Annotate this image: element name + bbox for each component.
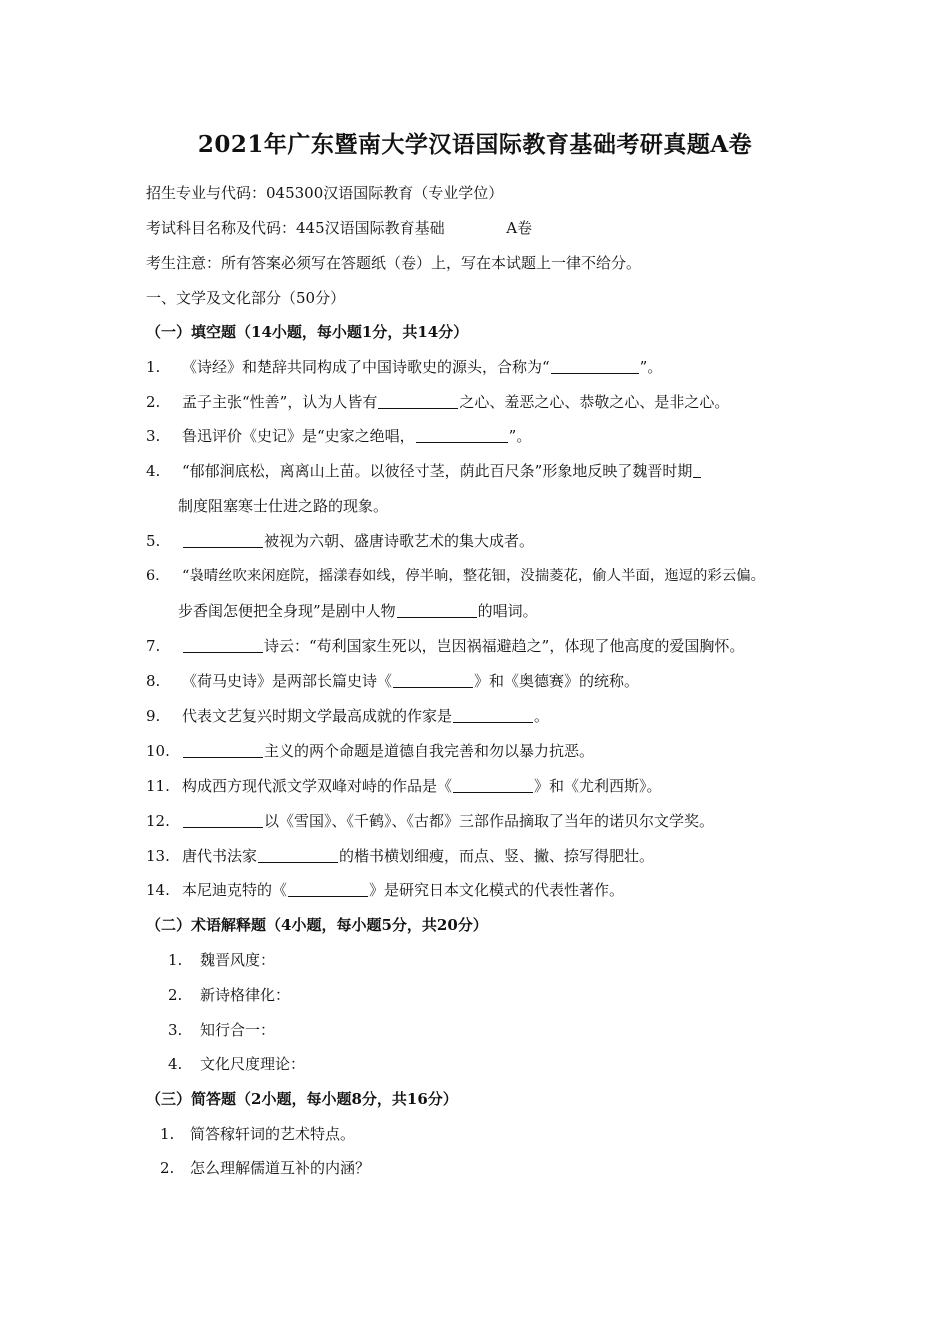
question-4 [146,461,702,481]
subject-text: 考试科目名称及代码：445汉语国际教育基础 [146,219,445,237]
question-number: 1. [146,358,161,376]
question-5 [146,531,534,551]
question-text: 以《雪国》、《千鹤》、《古都》三部作品摘取了当年的诺贝尔文学奖。 [264,812,715,830]
question-number: 6. [146,568,160,584]
question-12 [146,811,714,831]
question-number: 13. [146,847,170,865]
question-9 [146,706,549,726]
question-number: 11. [146,777,170,795]
question-text: 》和《尤利西斯》。 [534,777,662,795]
question-2 [146,392,729,412]
question-text: 主义的两个命题是道德自我完善和勿以暴力抗恶。 [264,742,595,760]
question-text: 的唱词。 [477,602,538,620]
question-7 [146,636,744,656]
part1-heading: 一、文学及文化部分（50分） [146,289,346,307]
item-text: 魏晋风度： [200,951,276,969]
answer-blank[interactable] [183,638,263,653]
term-item [168,1054,305,1074]
sec3-heading: （三）简答题（2小题，每小题8分，共16分） [146,1090,458,1108]
answer-blank[interactable] [183,533,263,548]
question-text: “袅晴丝吹来闲庭院，摇漾春如线，停半晌，整花钿，没揣菱花，偷人半面，迤逗的彩云偏。 [182,568,765,584]
answer-blank[interactable] [693,463,701,478]
answer-blank[interactable] [258,848,338,863]
question-text: 步香闺怎便把全身现”是剧中人物 [178,602,396,620]
question-number: 7. [146,637,161,655]
question-3 [146,426,531,446]
question-number: 4. [146,462,161,480]
item-number: 1. [168,951,183,969]
question-text: 构成西方现代派文学双峰对峙的作品是《 [182,777,453,795]
item-number: 2. [160,1159,175,1177]
term-item [168,1020,275,1040]
question-text: 唐代书法家 [182,847,258,865]
question-text: 本尼迪克特的《 [182,881,288,899]
question-text: 的楷书横划细瘦，而点、竖、撇、捺写得肥壮。 [339,847,655,865]
question-text: 诗云：“苟利国家生死以，岂因祸福避趋之”，体现了他高度的爱国胸怀。 [264,637,745,655]
item-number: 1. [160,1125,175,1143]
question-text: 代表文艺复兴时期文学最高成就的作家是 [182,707,453,725]
question-text: 《荷马史诗》是两部长篇史诗《 [182,672,393,690]
paper-label: A卷 [506,219,533,237]
question-text: 被视为六朝、盛唐诗歌艺术的集大成者。 [264,532,535,550]
term-item [168,950,275,970]
question-1 [146,357,662,377]
answer-blank[interactable] [393,673,473,688]
sec1-heading: （一）填空题（14小题，每小题1分，共14分） [146,323,469,341]
page-title: 2021年广东暨南大学汉语国际教育基础考研真题A卷 [197,131,753,158]
question-13 [146,846,654,866]
answer-blank[interactable] [378,394,458,409]
notice-line: 考生注意：所有答案必须写在答题纸（卷）上，写在本试题上一律不给分。 [146,254,642,272]
question-text: 鲁迅评价《史记》是“史家之绝唱， [182,427,415,445]
question-number: 10. [146,742,170,760]
answer-blank[interactable] [288,882,368,897]
item-text: 知行合一： [200,1021,276,1039]
answer-blank[interactable] [397,603,477,618]
question-number: 3. [146,427,161,445]
question-6-continued [178,601,538,621]
question-text: 之心、羞恶之心、恭敬之心、是非之心。 [459,393,730,411]
question-text: ”。 [508,427,532,445]
item-text: 新诗格律化： [200,986,291,1004]
answer-blank[interactable] [416,428,508,443]
question-8 [146,671,639,691]
answer-blank[interactable] [551,359,639,374]
question-text: 孟子主张“性善”，认为人皆有 [182,393,378,411]
short-answer-item [160,1124,355,1144]
question-10 [146,741,594,761]
question-6 [146,566,765,586]
answer-blank[interactable] [183,743,263,758]
question-text: ”。 [639,358,663,376]
question-text: “郁郁涧底松，离离山上苗。以彼径寸茎，荫此百尺条”形象地反映了魏晋时期 [182,462,693,480]
question-text: 》和《奥德赛》的统称。 [474,672,640,690]
item-text: 简答稼轩词的艺术特点。 [190,1125,356,1143]
short-answer-item [160,1158,370,1178]
question-number: 2. [146,393,161,411]
major-line: 招生专业与代码：045300汉语国际教育（专业学位） [146,184,504,202]
question-14 [146,880,624,900]
question-text: 《诗经》和楚辞共同构成了中国诗歌史的源头，合称为“ [182,358,550,376]
question-number: 14. [146,881,170,899]
term-item [168,985,290,1005]
item-text: 怎么理解儒道互补的内涵？ [190,1159,371,1177]
question-11 [146,776,662,796]
sec2-heading: （二）术语解释题（4小题，每小题5分，共20分） [146,916,488,934]
question-4-continued: 制度阻塞寒士仕进之路的现象。 [178,497,389,515]
question-text: 。 [534,707,550,725]
answer-blank[interactable] [453,708,533,723]
subject-line [146,218,532,238]
question-number: 9. [146,707,161,725]
question-number: 12. [146,812,170,830]
item-number: 3. [168,1021,183,1039]
item-number: 2. [168,986,183,1004]
question-number: 8. [146,672,161,690]
item-number: 4. [168,1055,183,1073]
question-text: 》是研究日本文化模式的代表性著作。 [369,881,625,899]
answer-blank[interactable] [183,813,263,828]
item-text: 文化尺度理论： [200,1055,306,1073]
answer-blank[interactable] [453,778,533,793]
question-number: 5. [146,532,161,550]
